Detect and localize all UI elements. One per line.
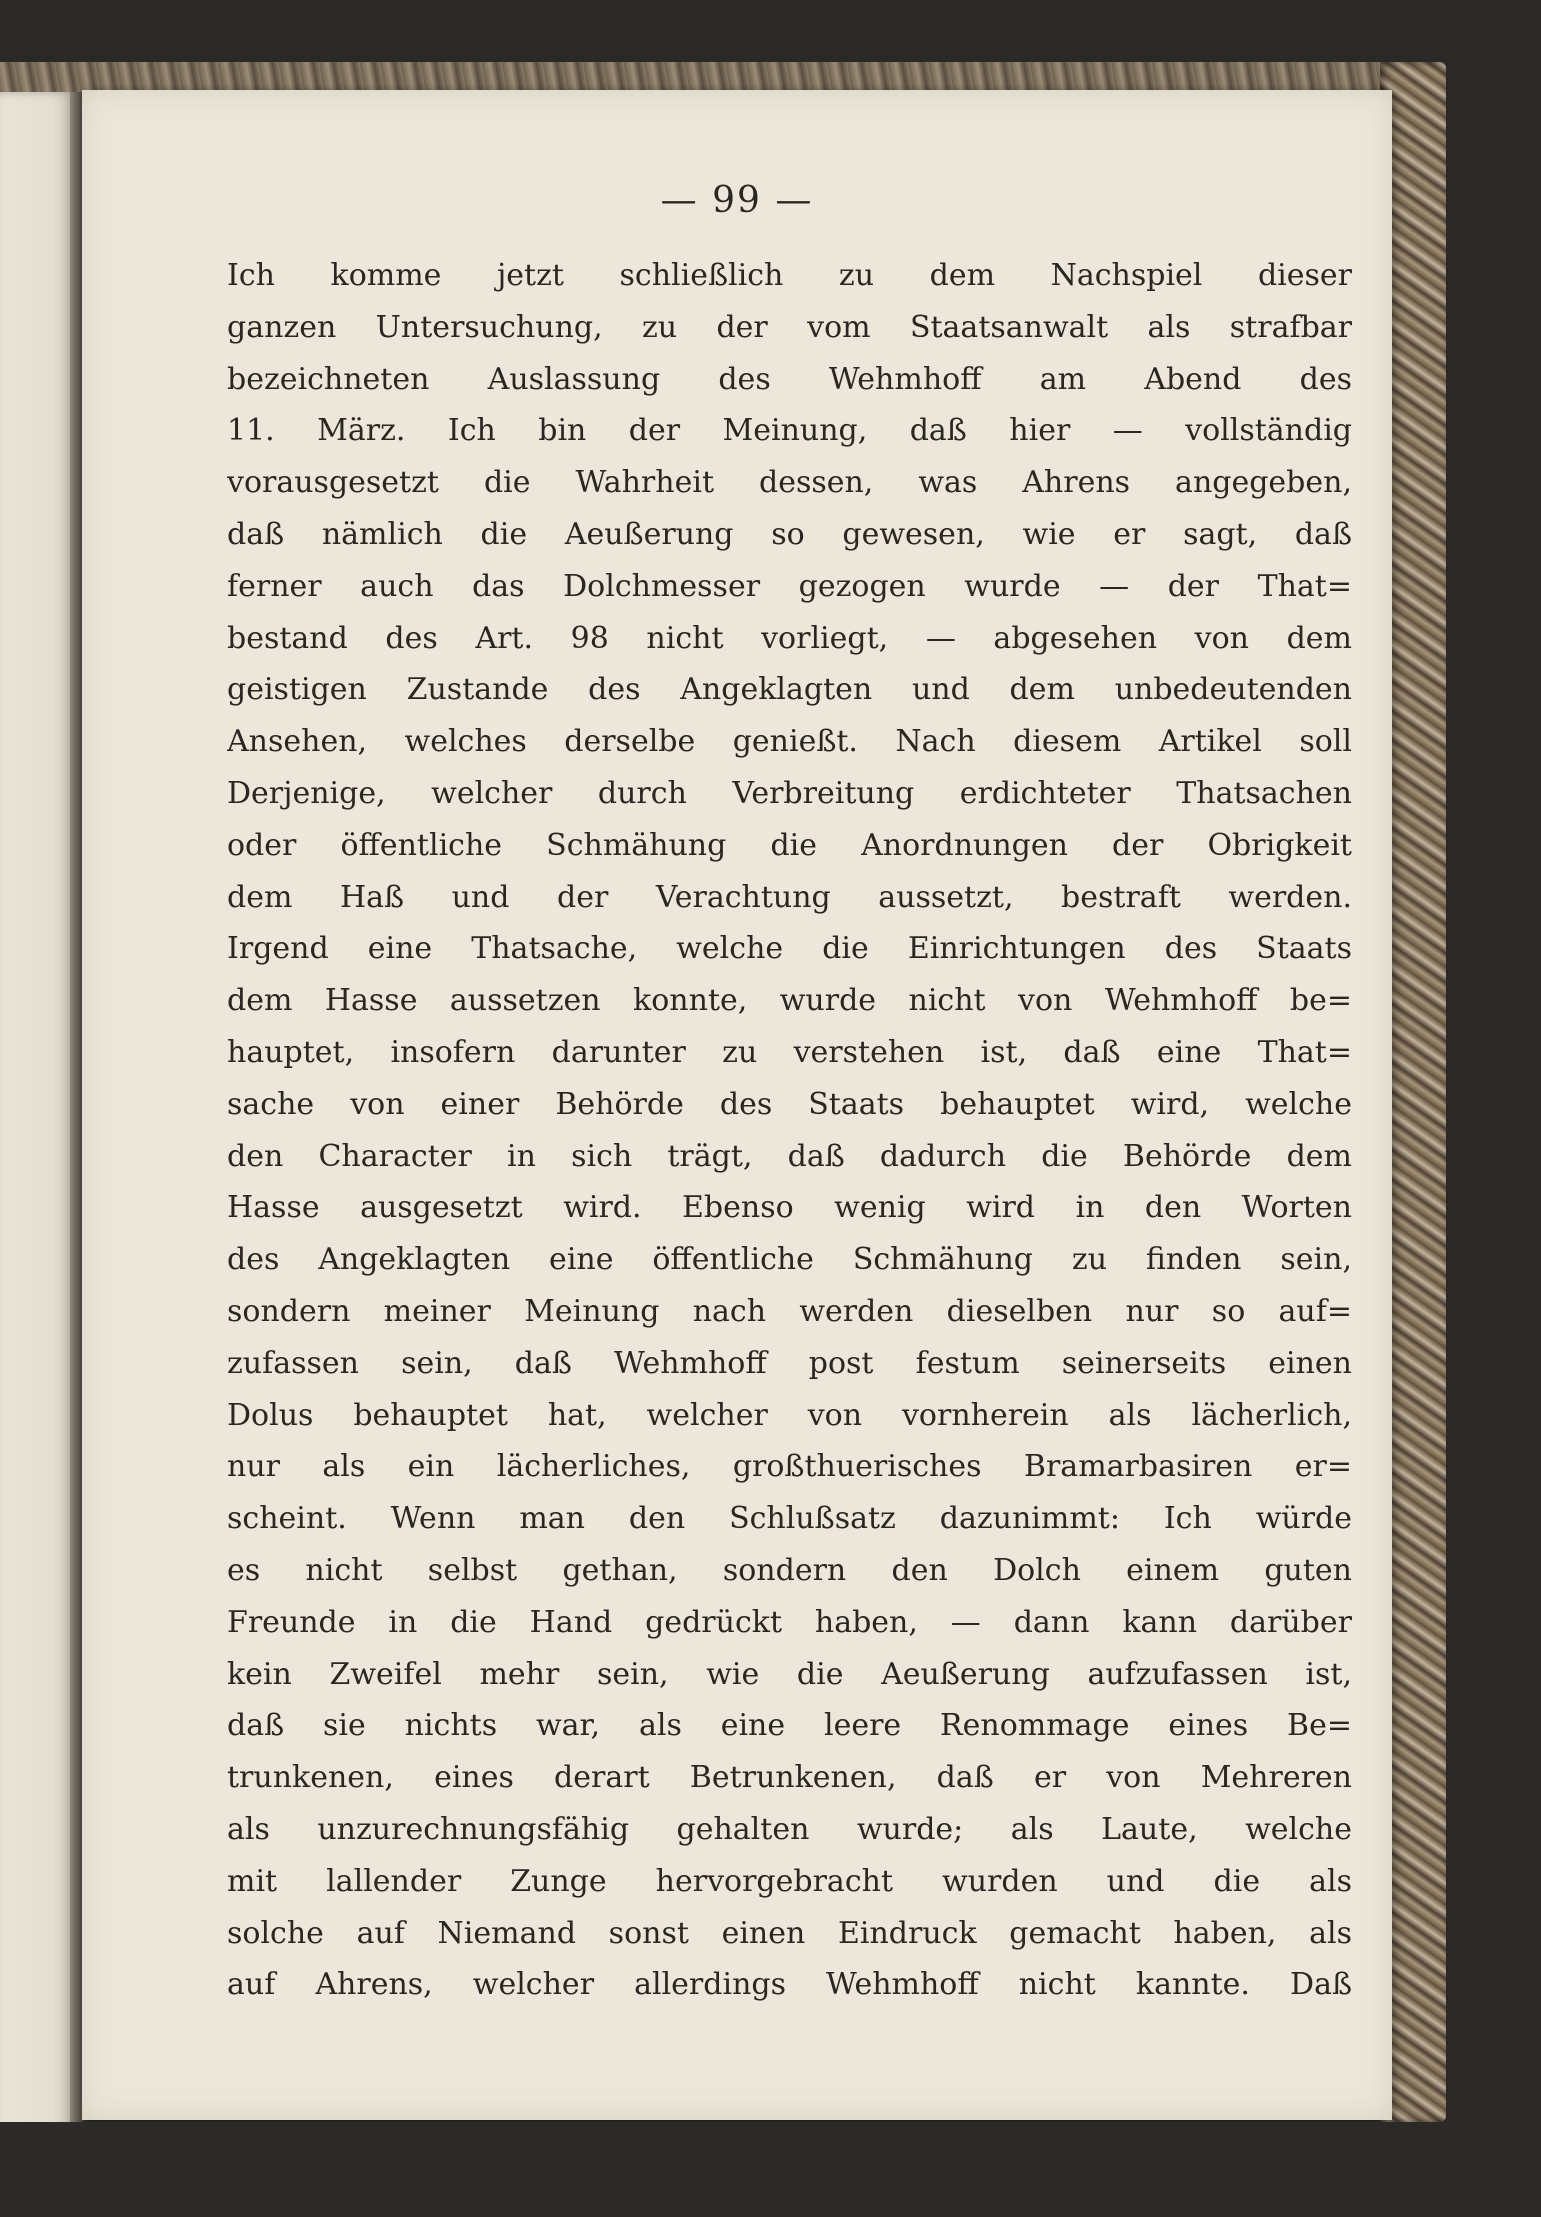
text-line: Dolus behauptet hat, welcher von vornherein als lächerlich, [227,1397,1352,1433]
text-line: bestand des Art. 98 nicht vorliegt, — abgesehen von dem [227,620,1352,656]
text-line: zufassen sein, daß Wehmhoff post festum seinerseits einen [227,1345,1352,1381]
facing-page-edge [0,92,76,2132]
text-line: Ich komme jetzt schließlich zu dem Nachspiel dieser [227,258,1352,293]
text-line: ferner auch das Dolchmesser gezogen wurde — der That= [227,568,1352,604]
text-line: des Angeklagten eine öffentliche Schmähung zu finden sein, [227,1242,1352,1278]
text-line: 11. März. Ich bin der Meinung, daß hier — vollständig [227,413,1352,449]
text-line: dem Haß und der Verachtung aussetzt, bestraft werden. [227,879,1352,915]
text-line: daß sie nichts war, als eine leere Renommage eines Be= [227,1708,1352,1744]
book-page [82,90,1392,2120]
text-line: oder öffentliche Schmähung die Anordnungen der Obrigkeit [227,827,1352,863]
text-line: bezeichneten Auslassung des Wehmhoff am Abend des [227,361,1352,397]
text-line: geistigen Zustande des Angeklagten und dem unbedeutenden [227,672,1352,708]
text-line: solche auf Niemand sonst einen Eindruck gemacht haben, als [227,1915,1352,1951]
text-line: sondern meiner Meinung nach werden dieselben nur so auf= [227,1293,1352,1329]
text-line: vorausgesetzt die Wahrheit dessen, was Ahrens angegeben, [227,465,1352,501]
text-line: Irgend eine Thatsache, welche die Einrichtungen des Staats [227,931,1352,967]
text-line: Ansehen, welches derselbe genießt. Nach diesem Artikel soll [227,724,1352,760]
scan-bottom-margin [0,2122,1541,2217]
text-line: scheint. Wenn man den Schlußsatz dazunimmt: Ich würde [227,1501,1352,1537]
text-line: auf Ahrens, welcher allerdings Wehmhoff nicht kannte. Daß [227,1967,1352,2003]
text-line: mit lallender Zunge hervorgebracht wurden und die als [227,1863,1352,1899]
text-line: kein Zweifel mehr sein, wie die Aeußerung aufzufassen ist, [227,1656,1352,1692]
text-line: hauptet, insofern darunter zu verstehen ist, daß eine That= [227,1034,1352,1070]
text-line: Derjenige, welcher durch Verbreitung erdichteter Thatsachen [227,775,1352,811]
text-line: den Character in sich trägt, daß dadurch die Behörde dem [227,1138,1352,1174]
text-line: trunkenen, eines derart Betrunkenen, daß er von Mehreren [227,1760,1352,1796]
text-line: Hasse ausgesetzt wird. Ebenso wenig wird in den Worten [227,1190,1352,1226]
text-line: es nicht selbst gethan, sondern den Dolch einem guten [227,1552,1352,1588]
text-line: dem Hasse aussetzen konnte, wurde nicht von Wehmhoff be= [227,983,1352,1019]
text-line: daß nämlich die Aeußerung so gewesen, wie er sagt, daß [227,516,1352,552]
text-line: ganzen Untersuchung, zu der vom Staatsanwalt als strafbar [227,309,1352,345]
text-line: als unzurechnungsfähig gehalten wurde; als Laute, welche [227,1811,1352,1847]
text-line: nur als ein lächerliches, großthuerisches Bramarbasiren er= [227,1449,1352,1485]
body-text [227,250,1352,2011]
page-number: — 99 — [660,180,814,221]
text-line: Freunde in die Hand gedrückt haben, — dann kann darüber [227,1604,1352,1640]
text-line: sache von einer Behörde des Staats behauptet wird, welche [227,1086,1352,1122]
